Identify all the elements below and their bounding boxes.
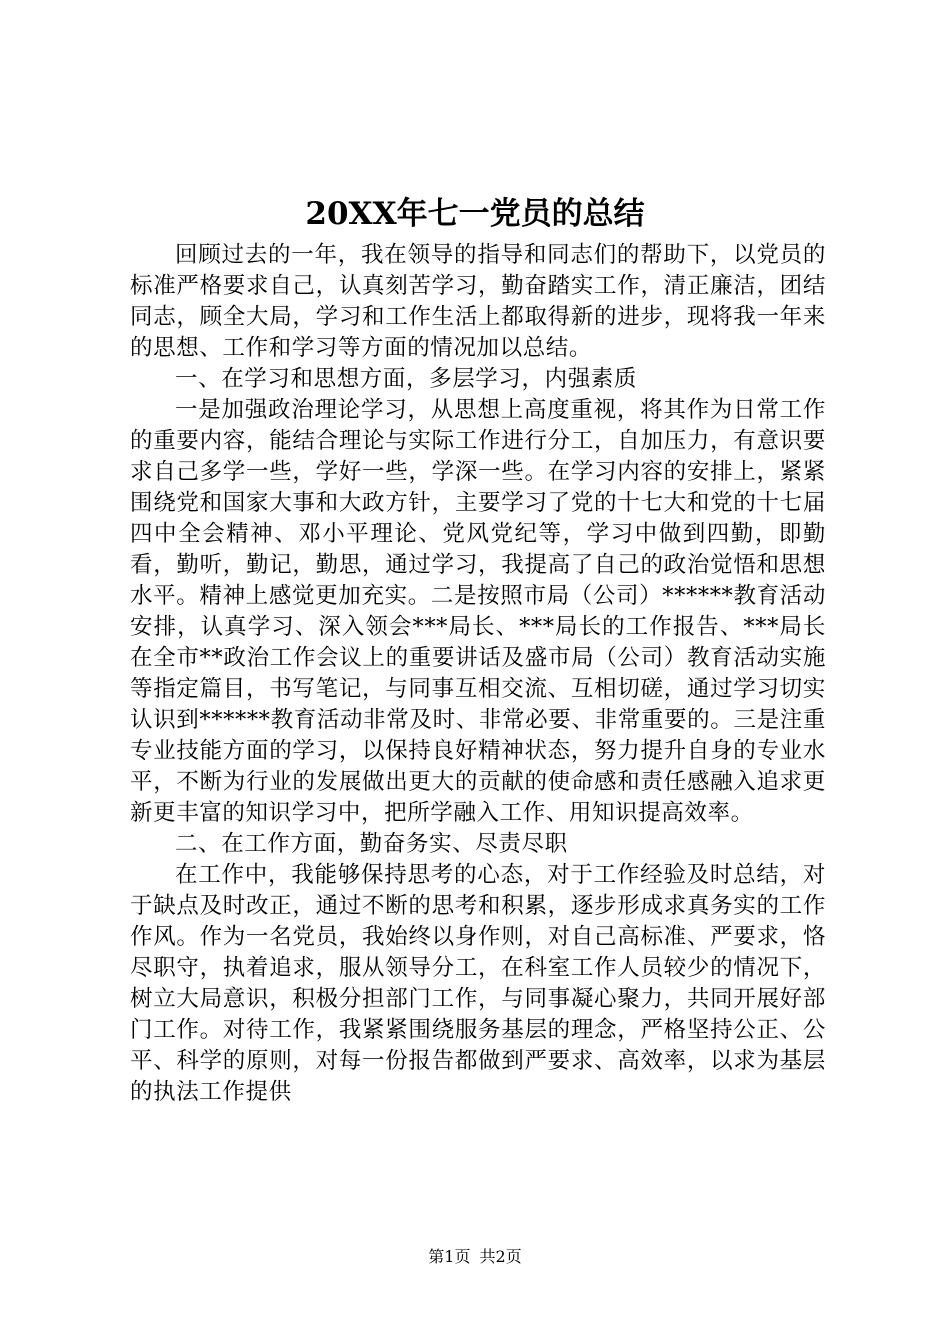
section-heading-2: 二、在工作方面，勤奋务实、尽责尽职 [175, 831, 568, 857]
paragraph-work: 在工作中，我能够保持思考的心态，对于工作经验及时总结，对于缺点及时改正，通过不断的思考和积累，逐步形成求真务实的工作作风。作为一名党员，我始终以身作则，对自己高标准、严要求，恪尽职守，执着追求，服从领导分工，在科室工作人员较少的情况下，树立大局意识，积极分担部门工作，与同事凝心聚力，共同开展好部门工作。对待工作，我紧紧围绕服务基层的理念，严格坚持公正、公平、科学的原则，对每一份报告都做到严要求、高效率，以求为基层的执法工作提供 [130, 862, 826, 1105]
paragraph-study: 一是加强政治理论学习，从思想上高度重视，将其作为日常工作的重要内容，能结合理论与实际工作进行分工，自加压力，有意识要求自己多学一些，学好一些，学深一些。在学习内容的安排上，紧紧围绕党和国家大事和大政方针，主要学习了党的十七大和党的十七届四中全会精神、邓小平理论、党风党纪等，学习中做到四勤，即勤看，勤听，勤记，勤思，通过学习，我提高了自己的政治觉悟和思想水平。精神上感觉更加充实。二是按照市局（公司）******教育活动安排，认真学习、深入领会***局长、***局长的工作报告、***局长在全市**政治工作会议上的重要讲话及盛市局（公司）教育活动实施等指定篇目，书写笔记，与同事互相交流、互相切磋，通过学习切实认识到******教育活动非常及时、非常必要、非常重要的。三是注重专业技能方面的学习，以保持良好精神状态，努力提升自身的专业水平，不断为行业的发展做出更大的贡献的使命感和责任感融入追求更新更丰富的知识学习中，把所学融入工作、用知识提高效率。 [130, 397, 826, 826]
page-footer [0, 1244, 950, 1267]
section-heading-1: 一、在学习和思想方面，多层学习，内强素质 [175, 366, 638, 392]
page-number: 第1页 [428, 1247, 471, 1266]
page-total: 共2页 [479, 1247, 522, 1266]
document-title: 20XX年七一党员的总结 [305, 196, 645, 232]
document-body [130, 240, 826, 1108]
paragraph-intro: 回顾过去的一年，我在领导的指导和同志们的帮助下，以党员的标准严格要求自己，认真刻苦学习，勤奋踏实工作，清正廉洁，团结同志，顾全大局，学习和工作生活上都取得新的进步，现将我一年来的思想、工作和学习等方面的情况加以总结。 [130, 242, 826, 361]
